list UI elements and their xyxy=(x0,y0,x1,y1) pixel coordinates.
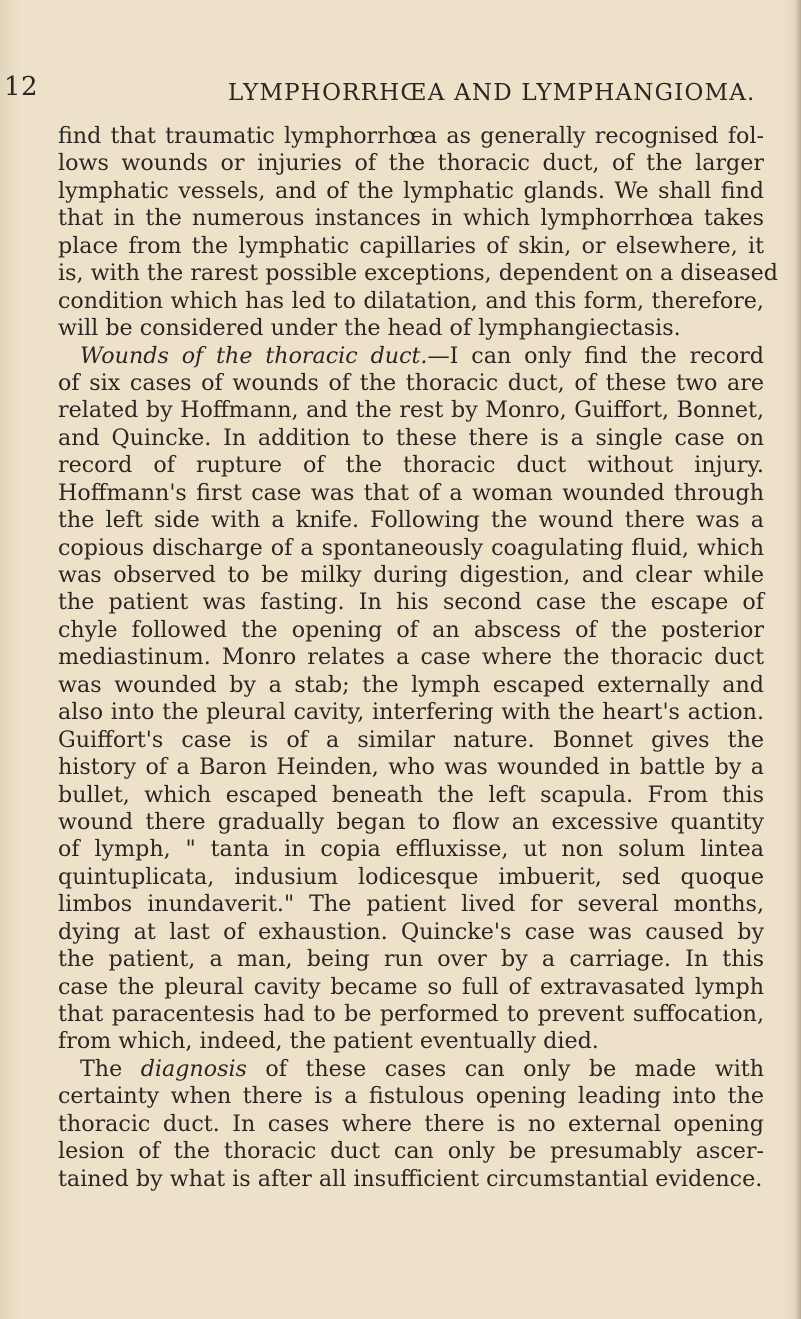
text-line xyxy=(58,425,764,452)
text-line-content: the patient was fasting. In his second case the escape of xyxy=(58,589,764,616)
text-line xyxy=(58,480,764,507)
text-line xyxy=(58,452,764,479)
text-line-content: copious discharge of a spontaneously coagulating fluid, which xyxy=(58,534,764,561)
text-line-content: limbos inundaverit." The patient lived for several months, xyxy=(58,891,764,918)
text-line xyxy=(58,699,764,726)
text-line xyxy=(58,288,764,315)
text-line xyxy=(58,727,764,754)
text-line xyxy=(58,617,764,644)
text-line xyxy=(58,782,764,809)
text-line xyxy=(58,1166,764,1193)
text-line-content: case the pleural cavity became so full of extravasated lymph xyxy=(58,973,764,1000)
text-line xyxy=(58,809,764,836)
text-line-content: related by Hoffmann, and the rest by Monro, Guiffort, Bonnet, xyxy=(58,397,764,424)
text-line-content: the left side with a knife. Following the wound there was a xyxy=(58,507,764,534)
text-line-content: lesion of the thoracic duct can only be presumably ascer- xyxy=(58,1138,764,1165)
page-edge-shadow xyxy=(795,0,801,1319)
text-line xyxy=(58,946,764,973)
text-line xyxy=(58,315,764,342)
text-line xyxy=(58,644,764,671)
body-text xyxy=(58,123,779,1193)
text-line xyxy=(58,1028,764,1055)
text-line-content: was observed to be milky during digestion, and clear while xyxy=(58,562,764,588)
text-line-content: of these cases can only be made with xyxy=(246,1055,764,1082)
text-line xyxy=(58,123,764,150)
text-line-content: thoracic duct. In cases where there is no external opening xyxy=(58,1110,764,1137)
text-line xyxy=(58,1138,764,1165)
text-line-content: chyle followed the opening of an abscess of the posterior xyxy=(58,616,764,643)
text-line xyxy=(58,1111,764,1138)
text-line xyxy=(58,754,764,781)
text-line xyxy=(58,233,764,260)
text-line-content: Guiffort's case is of a similar nature. Bonnet gives the xyxy=(58,726,764,753)
text-line xyxy=(58,370,764,397)
text-line xyxy=(58,178,764,205)
text-line xyxy=(58,507,764,534)
text-line-content: also into the pleural cavity, interfering with the heart's action. xyxy=(58,699,764,726)
text-line-content: lows wounds or injuries of the thoracic duct, of the larger xyxy=(58,150,764,177)
text-line xyxy=(58,343,764,370)
text-line xyxy=(58,260,779,287)
text-line-content: the patient, a man, being run over by a carriage. In this xyxy=(58,946,764,973)
text-line xyxy=(58,974,764,1001)
text-line-content: bullet, which escaped beneath the left scapula. From this xyxy=(58,781,764,808)
text-line xyxy=(58,397,764,424)
text-line-content: wound there gradually began to flow an excessive quantity xyxy=(58,808,764,835)
text-line-content: history of a Baron Heinden, who was wounded in battle by a xyxy=(58,754,764,781)
italic-phrase: Wounds of the thoracic duct. xyxy=(80,342,428,369)
italic-phrase: diagnosis xyxy=(140,1055,247,1082)
text-line xyxy=(58,535,764,562)
text-line-content: lymphatic vessels, and of the lymphatic glands. We shall find xyxy=(58,177,764,204)
text-line-content: was wounded by a stab; the lymph escaped externally and xyxy=(58,671,764,698)
text-line-content: of lymph, " tanta in copia effluxisse, ut non solum lintea xyxy=(58,836,764,863)
text-line-content: certainty when there is a fistulous opening leading into the xyxy=(58,1083,764,1110)
text-line xyxy=(58,891,764,918)
text-line xyxy=(58,1083,764,1110)
text-line xyxy=(58,150,764,177)
text-line-content: Hoffmann's first case was that of a woman wounded through xyxy=(58,479,764,506)
text-line-content: of six cases of wounds of the thoracic duct, of these two are xyxy=(58,369,764,396)
text-line-content: quintuplicata, indusium lodicesque imbuerit, sed quoque xyxy=(58,863,764,890)
text-line-content: mediastinum. Monro relates a case where the thoracic duct xyxy=(58,644,764,671)
text-line xyxy=(58,589,764,616)
running-title: LYMPHORRHŒA AND LYMPHANGIOMA. xyxy=(228,80,756,106)
text-line-prefix: The xyxy=(80,1055,141,1082)
text-line-content: will be considered under the head of lymphangiectasis. xyxy=(58,315,681,342)
text-line-content: condition which has led to dilatation, and this form, therefore, xyxy=(58,287,764,314)
text-line-content: place from the lymphatic capillaries of skin, or elsewhere, it xyxy=(58,232,764,259)
text-line xyxy=(58,919,764,946)
text-line xyxy=(58,1056,764,1083)
text-line xyxy=(58,562,764,589)
text-line xyxy=(58,672,764,699)
text-line-content: that in the numerous instances in which lymphorrhœa takes xyxy=(58,205,764,232)
text-line-content: dying at last of exhaustion. Quincke's case was caused by xyxy=(58,918,764,945)
text-line-content: —I can only find the record xyxy=(427,342,764,369)
text-line xyxy=(58,205,764,232)
text-line-content: tained by what is after all insufficient circumstantial evidence. xyxy=(58,1165,763,1192)
text-line-content: and Quincke. In addition to these there is a single case on xyxy=(58,424,764,451)
text-line-content: find that traumatic lymphorrhœa as generally recognised fol- xyxy=(58,123,764,149)
text-line xyxy=(58,1001,764,1028)
text-line-content: that paracentesis had to be performed to prevent suffocation, xyxy=(58,1001,764,1027)
text-line-content: from which, indeed, the patient eventually died. xyxy=(58,1028,599,1055)
text-line-content: record of rupture of the thoracic duct without injury. xyxy=(58,452,764,479)
text-line xyxy=(58,836,764,863)
text-line xyxy=(58,864,764,891)
text-line-content: is, with the rarest possible exceptions, dependent on a diseased xyxy=(58,260,779,287)
page-number: 12 xyxy=(4,72,39,102)
